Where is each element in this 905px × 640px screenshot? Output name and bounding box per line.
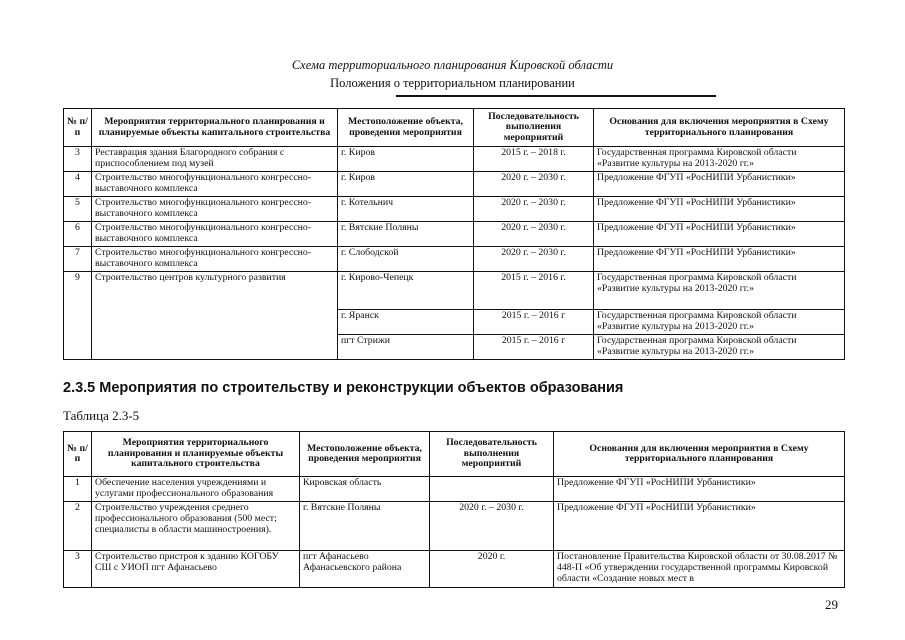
row-num: 3 — [64, 551, 92, 588]
table-row — [64, 247, 845, 272]
row-period — [430, 477, 554, 502]
row-measure: Строительство центров культурного развития — [92, 272, 338, 360]
col-header-location: Местоположение объекта, проведения мероприятия — [300, 432, 430, 477]
row-location: Кировская область — [300, 477, 430, 502]
row-measure: Строительство многофункционального конгрессно-выставочного комплекса — [92, 222, 338, 247]
row-basis: Постановление Правительства Кировской области от 30.08.2017 № 448-П «Об утверждении государственной программы Кировской области «Создание новых мест в — [554, 551, 845, 588]
table-row — [64, 551, 845, 588]
row-measure: Строительство многофункционального конгрессно-выставочного комплекса — [92, 172, 338, 197]
col-header-measures: Мероприятия территориального планирования и планируемые объекты капитального строительства — [92, 109, 338, 147]
row-period: 2020 г. – 2030 г. — [474, 172, 594, 197]
table-row — [64, 172, 845, 197]
row-location: г. Слободской — [338, 247, 474, 272]
col-header-basis: Основания для включения мероприятия в Схему территориального планирования — [594, 109, 845, 147]
row-period: 2015 г. – 2018 г. — [474, 147, 594, 172]
row-basis: Предложение ФГУП «РосНИПИ Урбанистики» — [594, 172, 845, 197]
row-num: 6 — [64, 222, 92, 247]
table-row — [64, 477, 845, 502]
col-header-num: № п/п — [64, 109, 92, 147]
col-header-measures: Мероприятия территориального планирования и планируемые объекты капитального строительства — [92, 432, 300, 477]
row-measure: Строительство пристроя к зданию КОГОБУ СШ с УИОП пгт Афанасьево — [92, 551, 300, 588]
row-measure: Строительство учреждения среднего профессионального образования (500 мест; специалисты в области машиностроения). — [92, 502, 300, 551]
row-basis: Предложение ФГУП «РосНИПИ Урбанистики» — [594, 197, 845, 222]
row-num: 5 — [64, 197, 92, 222]
row-measure: Обеспечение населения учреждениями и услугами профессионального образования — [92, 477, 300, 502]
row-basis: Государственная программа Кировской области «Развитие культуры на 2013-2020 гг.» — [594, 272, 845, 310]
row-basis: Государственная программа Кировской области «Развитие культуры на 2013-2020 гг.» — [594, 310, 845, 335]
row-period: 2015 г. – 2016 г. — [474, 272, 594, 310]
row-period: 2020 г. – 2030 г. — [474, 197, 594, 222]
table-row — [64, 147, 845, 172]
document-title: Схема территориального планирования Кировской области — [291, 58, 614, 72]
row-location: г. Котельнич — [338, 197, 474, 222]
row-num: 3 — [64, 147, 92, 172]
row-period: 2020 г. – 2030 г. — [474, 222, 594, 247]
col-header-sequence: Последовательность выполнения мероприятий — [430, 432, 554, 477]
row-location: г. Вятские Поляны — [338, 222, 474, 247]
col-header-basis: Основания для включения мероприятия в Схему территориального планирования — [554, 432, 845, 477]
row-measure: Строительство многофункционального конгрессно-выставочного комплекса — [92, 247, 338, 272]
row-num: 9 — [64, 272, 92, 360]
row-location: пгт Афанасьево Афанасьевского района — [300, 551, 430, 588]
table-row — [64, 272, 845, 310]
row-location: пгт Стрижи — [338, 335, 474, 360]
table-header-row — [64, 432, 845, 477]
table-row — [64, 222, 845, 247]
table-header-row — [64, 109, 845, 147]
document-subtitle: Положения о территориальном планировании — [330, 76, 575, 90]
header-rule — [396, 95, 716, 97]
row-num: 1 — [64, 477, 92, 502]
row-period: 2015 г. – 2016 г — [474, 310, 594, 335]
row-location: г. Киров — [338, 172, 474, 197]
row-period: 2015 г. – 2016 г — [474, 335, 594, 360]
section-heading: 2.3.5 Мероприятия по строительству и реконструкции объектов образования — [63, 380, 624, 396]
row-measure: Реставрация здания Благородного собрания с приспособлением под музей — [92, 147, 338, 172]
table-label: Таблица 2.3-5 — [63, 408, 140, 423]
row-basis: Предложение ФГУП «РосНИПИ Урбанистики» — [554, 477, 845, 502]
culture-measures-table — [63, 108, 845, 360]
page-number: 29 — [825, 597, 838, 612]
row-measure: Строительство многофункционального конгрессно-выставочного комплекса — [92, 197, 338, 222]
table-row — [64, 502, 845, 551]
row-location: г. Яранск — [338, 310, 474, 335]
col-header-location: Местоположение объекта, проведения мероприятия — [338, 109, 474, 147]
row-num: 2 — [64, 502, 92, 551]
row-basis: Предложение ФГУП «РосНИПИ Урбанистики» — [554, 502, 845, 551]
row-num: 4 — [64, 172, 92, 197]
col-header-num: № п/п — [64, 432, 92, 477]
row-basis: Государственная программа Кировской области «Развитие культуры на 2013-2020 гг.» — [594, 335, 845, 360]
education-measures-table — [63, 431, 845, 588]
row-period: 2020 г. – 2030 г. — [430, 502, 554, 551]
row-location: г. Кирово-Чепецк — [338, 272, 474, 310]
row-period: 2020 г. — [430, 551, 554, 588]
row-location: г. Киров — [338, 147, 474, 172]
col-header-sequence: Последовательность выполнения мероприятий — [474, 109, 594, 147]
row-basis: Предложение ФГУП «РосНИПИ Урбанистики» — [594, 222, 845, 247]
row-basis: Государственная программа Кировской области «Развитие культуры на 2013-2020 гг.» — [594, 147, 845, 172]
row-period: 2020 г. – 2030 г. — [474, 247, 594, 272]
row-location: г. Вятские Поляны — [300, 502, 430, 551]
row-num: 7 — [64, 247, 92, 272]
table-row — [64, 197, 845, 222]
row-basis: Предложение ФГУП «РосНИПИ Урбанистики» — [594, 247, 845, 272]
